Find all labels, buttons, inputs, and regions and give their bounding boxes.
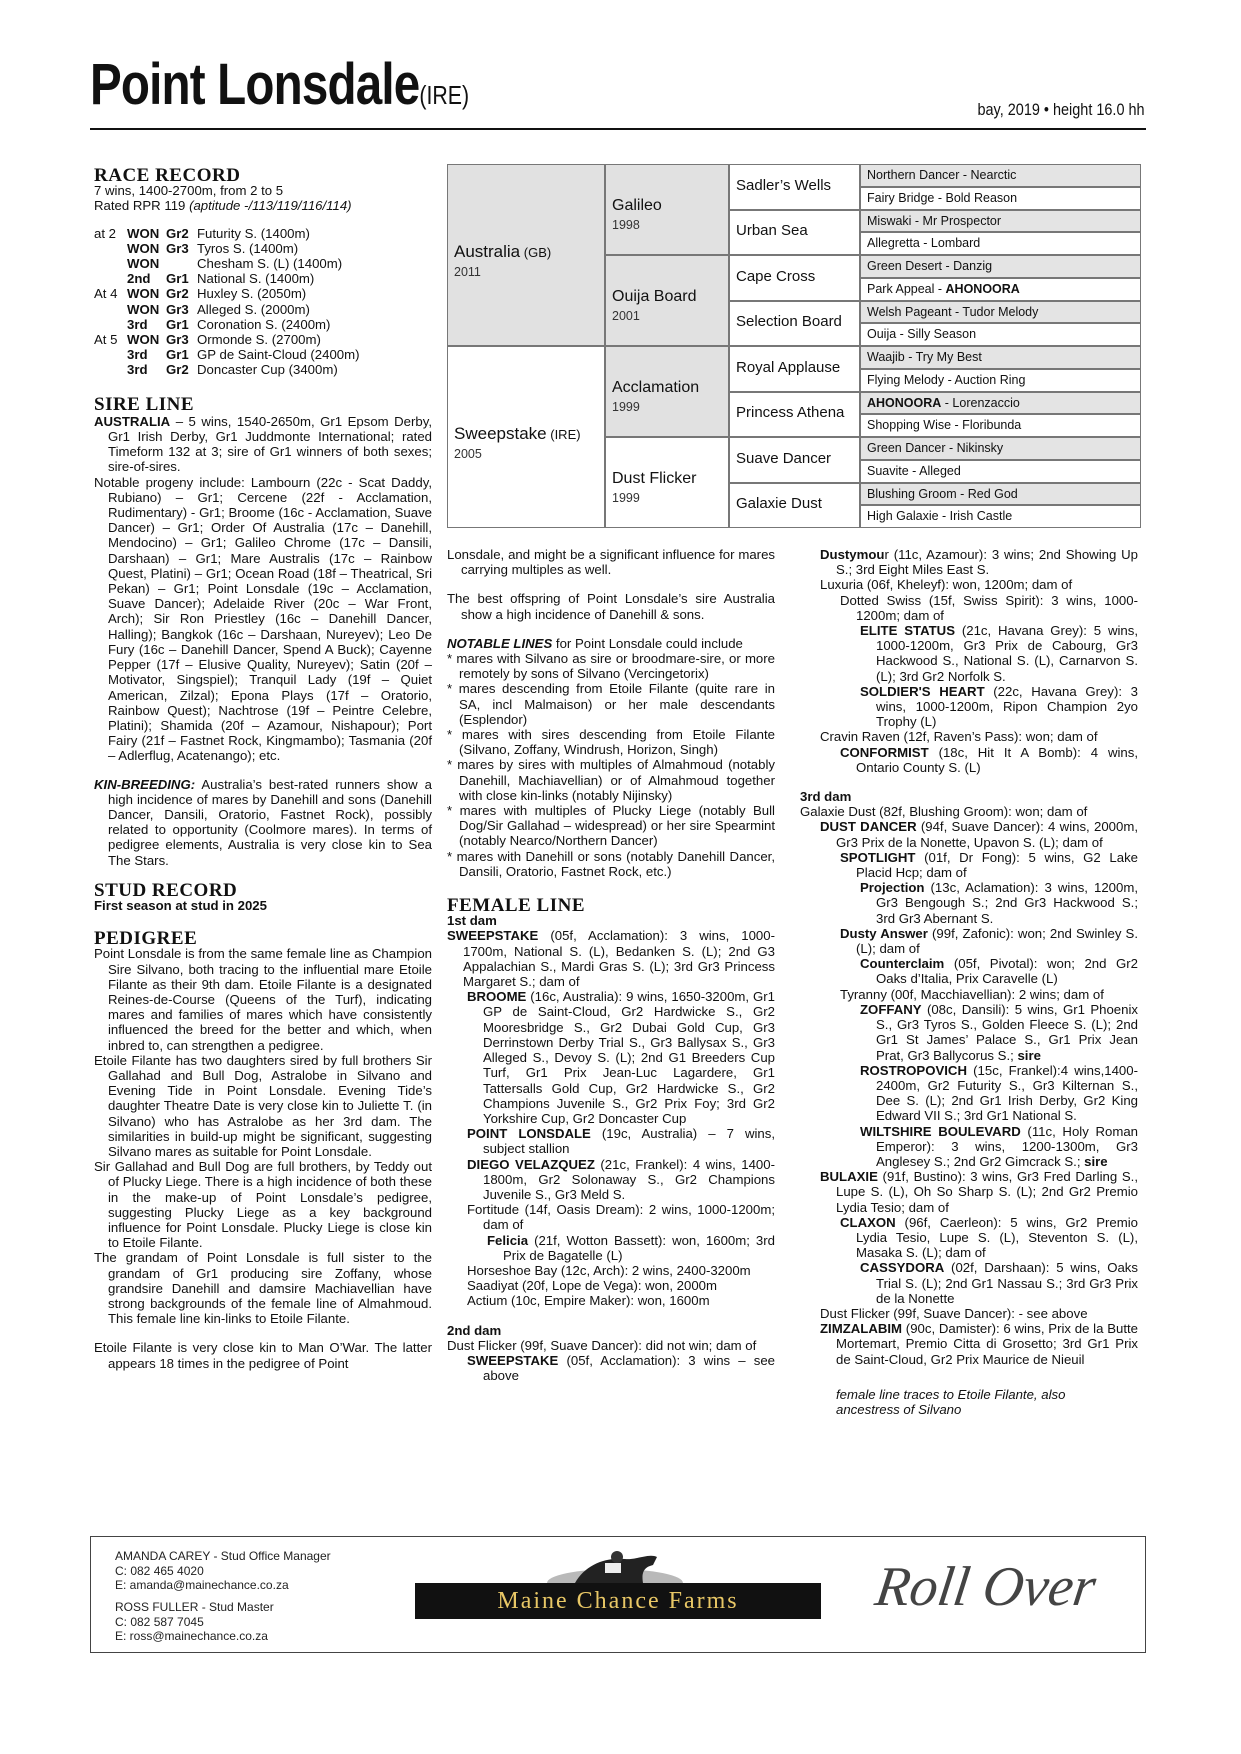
female-line-entry <box>800 623 1138 684</box>
horse-meta: bay, 2019 • height 16.0 hh <box>977 100 1145 119</box>
pedigree-gen4-text: - Lorenzaccio <box>941 395 1020 410</box>
pedigree-gen4-text: Shopping Wise - Floribunda <box>867 418 1022 433</box>
stud-record-heading: STUD RECORD <box>94 879 238 901</box>
race-age <box>94 347 127 362</box>
female-line-entry <box>800 1169 1138 1215</box>
notable-line-item: * mares with Danehill or sons (notably Danehill Dancer, Dansili, Oratorio, Fastnet Rock, etc.) <box>447 848 775 879</box>
female-line-entry <box>447 1353 775 1383</box>
sire-line-heading: SIRE LINE <box>94 393 195 415</box>
pedigree-gen3-cell <box>729 164 860 210</box>
race-record-rating: Rated RPR 119 (aptitude -/113/119/116/114) <box>94 198 352 214</box>
entry-detail: Dust Flicker (99f, Suave Dancer): did not win; dam of <box>447 1337 757 1353</box>
contact-amanda-email[interactable]: E: amanda@mainechance.co.za <box>115 1578 289 1592</box>
female-line-entry <box>800 804 1138 819</box>
entry-detail: Saadiyat (20f, Lope de Vega): won, 2000m <box>467 1278 718 1294</box>
pedigree-paragraph-2: Etoile Filante has two daughters sired by full brothers Sir Gallahad and Bull Dog, Astralobe in Silvano and Evening Tide in Point Lonsdale. Evening Tide’s daughter Theatre Date is very close kin to Juliette T. (in Silvano) who has Astralobe as her 3rd dam. The similarities in build-up might be significant, suggesting Silvano mares as suitable for Point Lonsdale. <box>94 1052 432 1159</box>
race-age <box>94 317 127 332</box>
race-grade: Gr1 <box>166 316 189 332</box>
female-line-entry <box>800 1063 1138 1124</box>
entry-detail: Galaxie Dust (82f, Blushing Groom): won; dam of <box>800 804 1088 820</box>
pedigree-gen4-cell <box>860 255 1141 278</box>
entry-detail: (19c, Australia) – 7 wins, subject stallion <box>483 1126 775 1157</box>
horse-name: Dusty Answer <box>840 925 928 941</box>
female-line-entry <box>800 926 1138 956</box>
race-row <box>94 302 363 317</box>
pedigree-gen3-cell <box>729 255 860 301</box>
race-age <box>94 302 127 317</box>
entry-detail: (96f, Caerleon): 5 wins, Gr2 Premio Lydia Tesio, Lupe S. (L), Steventon S. (L), Masaka S. (L); dam of <box>856 1214 1138 1261</box>
race-age: at 2 <box>94 225 116 241</box>
race-row <box>94 347 363 362</box>
horse-name: BULAXIE <box>820 1169 878 1185</box>
race-result: WON <box>127 240 160 256</box>
pedigree-gen4-text: Fairy Bridge - Bold Reason <box>867 190 1018 205</box>
pedigree-gen4-text: Green Desert - Danzig <box>867 259 993 273</box>
entry-detail: (90c, Damister): 6 wins, Prix de la Butte Mortemart, Premio Citta di Grosetto; 3rd Gr1 Prix de Saint-Cloud, Gr2 Prix Maurice de Nieuil <box>836 1321 1138 1367</box>
pedigree-gen4-text: Waajib - Try My Best <box>867 350 982 364</box>
contact-amanda-phone: C: 082 465 4020 <box>115 1563 204 1578</box>
entry-detail: (94f, Suave Dancer): 4 wins, 2000m, Gr3 Prix de la Nonette, Upavon S. (L); dam of <box>836 819 1138 850</box>
notable-line-item: * mares by sires with multiples of Almahmoud (notably Danehill, Machiavellian) or of Almahmoud together with close kin-links (notably Nijinsky) <box>447 757 775 803</box>
entry-detail: (13c, Aclamation): 3 wins, 1200m, Gr3 Bengough S.; 2nd Gr3 Hackwood S.; 3rd Gr3 Abernant S. <box>876 880 1138 926</box>
entry-detail: Tyranny (00f, Macchiavellian): 2 wins; dam of <box>840 986 1104 1002</box>
entry-detail: (01f, Dr Fong): 5 wins, G2 Lake Placid Hcp; dam of <box>856 849 1138 881</box>
pedigree-gen4-cell <box>860 278 1141 301</box>
race-row <box>94 332 363 347</box>
pedigree-gen3-name: Royal Applause <box>736 358 841 376</box>
notable-line-item: * mares with multiples of Plucky Liege (notably Bull Dog/Sir Gallahad – widespread) or her sire Spearmint (notably Nearco/Northern Dancer) <box>447 803 775 849</box>
first-dam-list <box>447 928 775 1308</box>
female-line-entry <box>447 1202 775 1232</box>
maine-chance-logo: Maine Chance Farms <box>415 1583 821 1619</box>
female-line-entry <box>800 880 1138 926</box>
female-line-entry <box>800 956 1138 986</box>
horse-name: Projection <box>860 880 925 896</box>
pedigree-gen3-cell <box>729 392 860 438</box>
entry-detail: Luxuria (06f, Kheleyf): won, 1200m; dam of <box>820 577 1073 593</box>
race-name: Futurity S. (1400m) <box>197 225 310 241</box>
horse-name: Counterclaim <box>860 956 945 972</box>
female-line-entry <box>447 1278 775 1293</box>
race-name: Doncaster Cup (3400m) <box>197 362 338 378</box>
race-grade: Gr1 <box>166 347 189 363</box>
left-column <box>94 165 432 1371</box>
female-line-entry <box>800 819 1138 849</box>
pedigree-gen4-bold: AHONOORA <box>945 281 1020 296</box>
female-line-entry <box>800 577 1138 592</box>
notable-line-item: * mares with sires descending from Etoile Filante (Silvano, Zoffany, Windrush, Horizon, Singh) <box>447 727 775 758</box>
pedigree-gen4-cell <box>860 437 1141 460</box>
horse-name: SOLDIER'S HEART <box>860 683 985 699</box>
contact-ross-phone: C: 082 587 7045 <box>115 1614 204 1629</box>
pedigree-gen3-cell <box>729 437 860 483</box>
kin-breeding: KIN-BREEDING: Australia’s best-rated runners show a high incidence of mares by Danehill and sons (Danehill Dancer, Dansili, Oratorio, Fastnet Rock), possibly related to opportunity (Coolmore mares). In terms of pedigree elements, Australia is very close kin to Sea The Stars. <box>94 776 432 868</box>
female-line-entry <box>800 1124 1138 1170</box>
first-dam-label: 1st dam <box>447 913 497 929</box>
entry-detail: (21c, Havana Grey): 5 wins, 1000-1200m, Gr3 Prix de Cabourg, Gr3 Hackwood S., National S. (L), Carnarvon S. (L); 3rd Gr2 Norfolk S. <box>876 623 1138 684</box>
notable-line-item: * mares with Silvano as sire or broodmare-sire, or more remotely by sons of Silvano (Vercingetorix) <box>447 651 775 682</box>
female-line-entry <box>800 850 1138 880</box>
pedigree-gen3-cell <box>729 301 860 347</box>
race-row <box>94 241 363 256</box>
race-row <box>94 226 363 241</box>
entry-detail: (11c, Holy Roman Emperor): 3 wins, 1200-1300m, Gr3 Anglesey S.; 2nd Gr2 Gimcrack S.; <box>876 1123 1138 1169</box>
pedigree-gen4-cell <box>860 346 1141 369</box>
race-row <box>94 271 363 286</box>
female-line-entry <box>447 928 775 989</box>
race-grade: Gr2 <box>166 286 189 302</box>
pedigree-gen2-cell <box>605 255 729 346</box>
second-dam-label: 2nd dam <box>447 1322 502 1338</box>
female-line-entry <box>447 1338 775 1353</box>
female-line-entry <box>447 989 775 1126</box>
horse-name: ZOFFANY <box>860 1001 922 1017</box>
race-grade <box>166 256 197 271</box>
pedigree-gen1-year: 2011 <box>454 265 481 279</box>
race-record-summary: 7 wins, 1400-2700m, from 2 to 5 <box>94 183 284 199</box>
horse-name: SWEEPSTAKE <box>447 928 539 944</box>
entry-detail: (05f, Pivotal): won; 2nd Gr2 Oaks d’Italia, Prix Caravelle (L) <box>876 956 1138 987</box>
pedigree-gen2-cell <box>605 437 729 528</box>
entry-detail: Cravin Raven (12f, Raven’s Pass): won; dam of <box>820 729 1098 745</box>
pedigree-gen4-cell <box>860 414 1141 437</box>
notable-lines-intro: NOTABLE LINES for Point Lonsdale could include <box>447 635 743 651</box>
pedigree-gen3-name: Cape Cross <box>736 267 816 285</box>
entry-detail: (99f, Zafonic): won; 2nd Swinley S. (L); dam of <box>856 925 1139 957</box>
pedigree-gen3-name: Suave Dancer <box>736 449 832 467</box>
entry-detail: Dotted Swiss (15f, Swiss Spirit): 3 wins, 1000-1200m; dam of <box>840 592 1138 623</box>
entry-detail: (15c, Frankel):4 wins,1400-2400m, Gr2 Futurity S., Gr3 Kilternan S., Dee S. (L); 2nd Gr1 Irish Derby, Gr2 King Edward VII S.; 3rd Gr1 National S. <box>876 1062 1138 1124</box>
pedigree-gen1-suffix: (GB) <box>520 245 552 260</box>
race-result: 3rd <box>127 347 148 363</box>
race-row <box>94 256 363 271</box>
pedigree-gen4-bold: AHONOORA <box>867 395 942 410</box>
australia-summary: AUSTRALIA – 5 wins, 1540-2650m, Gr1 Epsom Derby, Gr1 Irish Derby, Gr1 Juddmonte International; rated Timeform 132 at 3; sire of Gr1 winners of both sexes; sire-of-sires. <box>94 413 432 475</box>
female-line-entry <box>447 1263 775 1278</box>
pedigree-gen2-year: 1999 <box>612 490 640 505</box>
female-line-entry <box>800 729 1138 744</box>
pedigree-gen3-name: Selection Board <box>736 313 842 331</box>
pedigree-gen1-suffix: (IRE) <box>546 427 581 442</box>
entry-detail: (21c, Frankel): 4 wins, 1400-1800m, Gr2 Solonaway S., Gr2 Champions Juvenile S., Gr3 Meld S. <box>483 1156 775 1202</box>
pedigree-gen3-cell <box>729 346 860 392</box>
pedigree-gen1-cell <box>447 164 605 346</box>
pedigree-gen3-name: Galaxie Dust <box>736 495 822 513</box>
race-name: Chesham S. (L) (1400m) <box>197 256 343 272</box>
race-result: WON <box>127 301 160 317</box>
entry-detail: (18c, Hit It A Bomb): 4 wins, Ontario County S. (L) <box>856 744 1138 775</box>
entry-detail: (05f, Acclamation): 3 wins, 1000-1700m, National S. (L), Bedanken S. (L); 2nd G3 Appalachian S., Mardi Gras S. (L); 3rd Gr3 Princess Margaret S.; dam of <box>463 928 775 990</box>
pedigree-gen4-text: High Galaxie - Irish Castle <box>867 509 1013 524</box>
contact-amanda-name: AMANDA CAREY - Stud Office Manager <box>115 1549 331 1563</box>
pedigree-gen4-text: Miswaki - Mr Prospector <box>867 213 1002 228</box>
notable-line-item: * mares descending from Etoile Filante (quite rare in SA, incl Malmaison) or her male descendants (Esplendor) <box>447 681 775 727</box>
pedigree-gen4-cell <box>860 323 1141 346</box>
race-name: Ormonde S. (2700m) <box>197 332 321 348</box>
female-line-entry <box>447 1126 775 1156</box>
pedigree-gen4-cell <box>860 187 1141 210</box>
race-grade: Gr3 <box>166 332 189 348</box>
pedigree-gen4-text: Park Appeal - <box>867 281 946 296</box>
entry-detail: r (11c, Azamour): 3 wins; 2nd Showing Up S.; 3rd Eight Miles East S. <box>836 547 1138 578</box>
entry-detail: (21f, Wotton Bassett): won, 1600m; 3rd Prix de Bagatelle (L) <box>503 1232 775 1263</box>
female-line-entry <box>800 1260 1138 1306</box>
entry-detail: (16c, Australia): 9 wins, 1650-3200m, Gr1 GP de Saint-Cloud, Gr2 Hardwicke S., Gr2 Mooresbridge S., Gr2 Dubai Gold Cup, Gr3 Derrinstown Derby Trial S., Gr3 Ballysax S., Gr3 Alleged S., Devoy S. (L); 2nd G1 Breeders Cup Turf, Gr1 Prix Jean-Luc Lagardere, Gr1 Tattersalls Gold Cup, Gr2 Hardwicke S., Gr2 Champions Juvenile S., Gr2 Prix Foy; 3rd Gr2 Yorkshire Cup, Gr2 Doncaster Cup <box>483 989 775 1126</box>
pedigree-gen4-cell <box>860 164 1141 187</box>
race-result: WON <box>127 256 160 272</box>
pedigree-gen2-year: 1999 <box>612 399 640 414</box>
female-line-entry <box>800 1215 1138 1261</box>
female-line-footnote: female line traces to Etoile Filante, also ancestress of Silvano <box>836 1386 1066 1417</box>
entry-detail: (02f, Darshaan): 5 wins, Oaks Trial S. (L); 2nd Gr1 Nassau S.; 3rd Gr3 Prix de la Nonette <box>876 1260 1138 1306</box>
race-row <box>94 362 363 377</box>
pedigree-gen3-cell <box>729 210 860 256</box>
pedigree-paragraph-1: Point Lonsdale is from the same female line as Champion Sire Silvano, both tracing to the influential mare Etoile Filante as their 9th dam. Etoile Filante is a designated Reines-de-Course (Queens of the Turf), indicating mares and families of mares which have consistently influenced the breed for the better and which, when inbred to, can strengthen a pedigree. <box>94 946 432 1053</box>
female-line-entry <box>800 987 1138 1002</box>
race-record-table <box>94 226 363 378</box>
race-result: WON <box>127 286 160 302</box>
page-title: Point Lonsdale(IRE) <box>90 52 470 117</box>
pedigree-gen2-cell <box>605 164 729 255</box>
middle-column <box>447 547 775 1383</box>
pedigree-gen2-name: Ouija Board <box>612 287 697 305</box>
race-result: WON <box>127 225 160 241</box>
horse-name: CLAXON <box>840 1214 896 1230</box>
female-line-heading: FEMALE LINE <box>447 895 585 917</box>
pedigree-gen2-year: 1998 <box>612 217 640 232</box>
pedigree-gen4-cell <box>860 232 1141 255</box>
second-dam-list-cont <box>800 547 1138 775</box>
race-name: Tyros S. (1400m) <box>197 240 299 256</box>
race-name: Coronation S. (2400m) <box>197 316 331 332</box>
roll-over-signature: Roll Over <box>871 1556 1100 1618</box>
horse-name: SWEEPSTAKE <box>467 1352 559 1368</box>
race-result: 2nd <box>127 271 151 287</box>
pedigree-gen4-text: Blushing Groom - Red God <box>867 486 1018 501</box>
female-line-entry <box>447 1233 775 1263</box>
right-column <box>800 547 1138 1417</box>
female-line-entry <box>800 1321 1138 1367</box>
pedigree-gen4-cell <box>860 460 1141 483</box>
race-name: Alleged S. (2000m) <box>197 301 310 317</box>
female-line-entry <box>800 547 1138 577</box>
horse-name: ELITE STATUS <box>860 623 955 639</box>
pedigree-chart <box>447 164 1141 528</box>
header-rule <box>90 128 1146 130</box>
third-dam-list <box>800 804 1138 1367</box>
entry-detail: (91f, Bustino): 3 wins, Gr3 Fred Darling S., Lupe S. (L), Oh So Sharp S. (L); 2nd Gr2 Premio Lydia Tesio; dam of <box>836 1169 1138 1215</box>
entry-detail: Actium (10c, Empire Maker): won, 1600m <box>467 1293 710 1309</box>
horse-name: ROSTROPOVICH <box>860 1062 967 1078</box>
entry-detail: (22c, Havana Grey): 3 wins, 1000-1200m, Ripon Champion 2yo Trophy (L) <box>876 683 1138 730</box>
entry-detail: Fortitude (14f, Oasis Dream): 2 wins, 1000-1200m; dam of <box>467 1202 775 1233</box>
pedigree-gen4-text: Allegretta - Lombard <box>867 236 981 251</box>
female-line-entry <box>800 593 1138 623</box>
race-record-heading: RACE RECORD <box>94 165 241 186</box>
female-line-entry <box>800 684 1138 730</box>
pedigree-gen2-name: Galileo <box>612 196 662 214</box>
title-suffix: (IRE) <box>419 80 470 110</box>
pedigree-gen3-name: Urban Sea <box>736 222 808 240</box>
pedigree-gen1-name: Australia <box>454 242 521 261</box>
pedigree-gen1-name: Sweepstake <box>454 424 547 443</box>
female-line-entry <box>800 1306 1138 1321</box>
entry-detail: (05f, Acclamation): 3 wins – see above <box>483 1352 775 1384</box>
sire-tag: sire <box>1084 1153 1108 1169</box>
race-age <box>94 271 127 286</box>
female-line-entry <box>800 745 1138 775</box>
pedigree-gen3-name: Princess Athena <box>736 404 845 422</box>
pedigree-gen4-cell <box>860 483 1141 506</box>
pedigree-gen2-name: Acclamation <box>612 378 700 396</box>
race-grade: Gr2 <box>166 225 189 241</box>
pedigree-gen4-text: Suavite - Alleged <box>867 463 961 478</box>
race-row <box>94 317 363 332</box>
horse-name: POINT LONSDALE <box>467 1126 591 1142</box>
female-line-entry <box>447 1157 775 1203</box>
race-grade: Gr3 <box>166 240 189 256</box>
second-dam-list <box>447 1338 775 1384</box>
pedigree-gen1-cell <box>447 346 605 528</box>
race-grade: Gr1 <box>166 271 189 287</box>
notable-lines-list <box>447 651 775 879</box>
pedigree-gen4-text: Flying Melody - Auction Ring <box>867 372 1026 387</box>
horse-name: BROOME <box>467 989 527 1005</box>
race-result: 3rd <box>127 316 148 332</box>
horse-name: ZIMZALABIM <box>820 1321 903 1337</box>
racehorse-logo-icon <box>545 1545 685 1585</box>
pedigree-gen4-text: Green Dancer - Nikinsky <box>867 441 1004 455</box>
race-age: At 5 <box>94 332 118 348</box>
pedigree-gen3-cell <box>729 483 860 529</box>
horse-name: CONFORMIST <box>840 744 929 760</box>
pedigree-paragraph-6: The best offspring of Point Lonsdale’s sire Australia show a high incidence of Danehill & sons. <box>447 591 775 622</box>
pedigree-gen4-text: Welsh Pageant - Tudor Melody <box>867 304 1039 319</box>
race-name: National S. (1400m) <box>197 271 315 287</box>
race-age <box>94 241 127 256</box>
race-name: Huxley S. (2050m) <box>197 286 307 302</box>
race-age: At 4 <box>94 286 118 302</box>
horse-name: DIEGO VELAZQUEZ <box>467 1156 595 1172</box>
race-name: GP de Saint-Cloud (2400m) <box>197 347 360 363</box>
contact-amanda <box>115 1549 331 1593</box>
pedigree-paragraph-5-cont: Lonsdale, and might be a significant influence for mares carrying multiples as well. <box>447 547 775 578</box>
race-age <box>94 362 127 377</box>
entry-detail: (08c, Dansili): 5 wins, Gr1 Phoenix S., Gr3 Tyros S., Golden Fleece S. (L); 2nd Gr1 St James’ Palace S., Gr1 Prix Jean Prat, Gr3 Ballycorus S.; <box>876 1001 1138 1063</box>
female-line-entry <box>447 1293 775 1308</box>
pedigree-gen2-year: 2001 <box>612 308 640 323</box>
pedigree-gen4-text: Ouija - Silly Season <box>867 327 977 342</box>
horse-name: SPOTLIGHT <box>840 849 916 865</box>
stud-record-text: First season at stud in 2025 <box>94 897 267 913</box>
pedigree-paragraph-4: The grandam of Point Lonsdale is full sister to the grandam of Gr1 producing sire Zoffany, whose grandsire Danehill and damsire Machiavellian have strong backgrounds of the female line of Almahmoud. This female line kin-links to Etoile Filante. <box>94 1250 432 1327</box>
pedigree-gen4-cell <box>860 210 1141 233</box>
race-grade: Gr2 <box>166 362 189 378</box>
pedigree-gen4-cell <box>860 392 1141 415</box>
pedigree-gen4-cell <box>860 301 1141 324</box>
contact-ross-name: ROSS FULLER - Stud Master <box>115 1600 274 1614</box>
horse-name: Felicia <box>487 1232 529 1248</box>
race-result: 3rd <box>127 362 148 378</box>
pedigree-gen2-cell <box>605 346 729 437</box>
pedigree-gen2-name: Dust Flicker <box>612 469 697 487</box>
contact-ross <box>115 1600 274 1644</box>
pedigree-gen4-cell <box>860 505 1141 528</box>
third-dam-label: 3rd dam <box>800 789 852 805</box>
pedigree-heading: PEDIGREE <box>94 928 198 950</box>
race-grade: Gr3 <box>166 301 189 317</box>
entry-detail: Horseshoe Bay (12c, Arch): 2 wins, 2400-3200m <box>467 1262 751 1278</box>
entry-detail: Dust Flicker (99f, Suave Dancer): - see above <box>820 1305 1088 1321</box>
pedigree-gen3-name: Sadler’s Wells <box>736 176 832 194</box>
race-age <box>94 256 127 271</box>
horse-name: CASSYDORA <box>860 1260 945 1276</box>
pedigree-gen1-year: 2005 <box>454 447 482 461</box>
sire-tag: sire <box>1017 1047 1041 1063</box>
pedigree-paragraph-5: Etoile Filante is very close kin to Man O’War. The latter appears 18 times in the pedigree of Point <box>94 1340 432 1371</box>
contact-ross-email[interactable]: E: ross@mainechance.co.za <box>115 1629 268 1643</box>
race-row <box>94 286 363 301</box>
horse-name: DUST DANCER <box>820 819 917 835</box>
female-line-entry <box>800 1002 1138 1063</box>
horse-name: WILTSHIRE BOULEVARD <box>860 1123 1021 1139</box>
horse-name: Dustymou <box>820 547 885 562</box>
notable-progeny: Notable progeny include: Lambourn (22c - Scat Daddy, Rubiano) – Gr1; Cercene (22f - Acclamation, Rudimentary) - Gr1; Broome (16c - Acclamation, Suave Dancer) – Gr1; Order Of Australia (17c – Danehill, Mendocino) – Gr1; Galileo Chrome (17c – Dansili, Darshaan) – Gr1; Mare Australis (17c – Rainbow Quest, Platini) – Gr1; Ocean Road (18f – Theatrical, Sri Pekan) – Gr1; Point Lonsdale (19c – Acclamation, Suave Dancer); Adelaide River (20c – War Front, Arch); Sir Ron Priestley (16c – Danehill Dancer, Halling); Bangkok (16c – Darshaan, Nureyev); Leo De Fury (16c – Danehill Dancer, Spend A Buck); Cayenne Pepper (17f – Elusive Quality, Nureyev); Satin (20f – Motivator, Singspiel); Tranquil Lady (19f – Quiet American, Zilzal); Epona Plays (17f – Oratorio, Rainbow Quest); Nachtrose (19f – Peintre Celebre, Platini); Shamida (20f – Azamour, Nishapour); Port Fairy (21f – Fastnet Rock, Kingmambo); Tasmania (20f – Adlerflug, Acatenango); etc. <box>94 474 432 764</box>
pedigree-paragraph-3: Sir Gallahad and Bull Dog are full brothers, by Teddy out of Plucky Liege. There is a high incidence of both these in the make-up of Point Lonsdale’s pedigree, suggesting Plucky Liege as a key background influence for Point Lonsdale. Plucky Liege is close kin to Etoile Filante. <box>94 1159 432 1251</box>
pedigree-gen4-cell <box>860 369 1141 392</box>
pedigree-gen4-text: Northern Dancer - Nearctic <box>867 168 1017 182</box>
race-result: WON <box>127 332 160 348</box>
